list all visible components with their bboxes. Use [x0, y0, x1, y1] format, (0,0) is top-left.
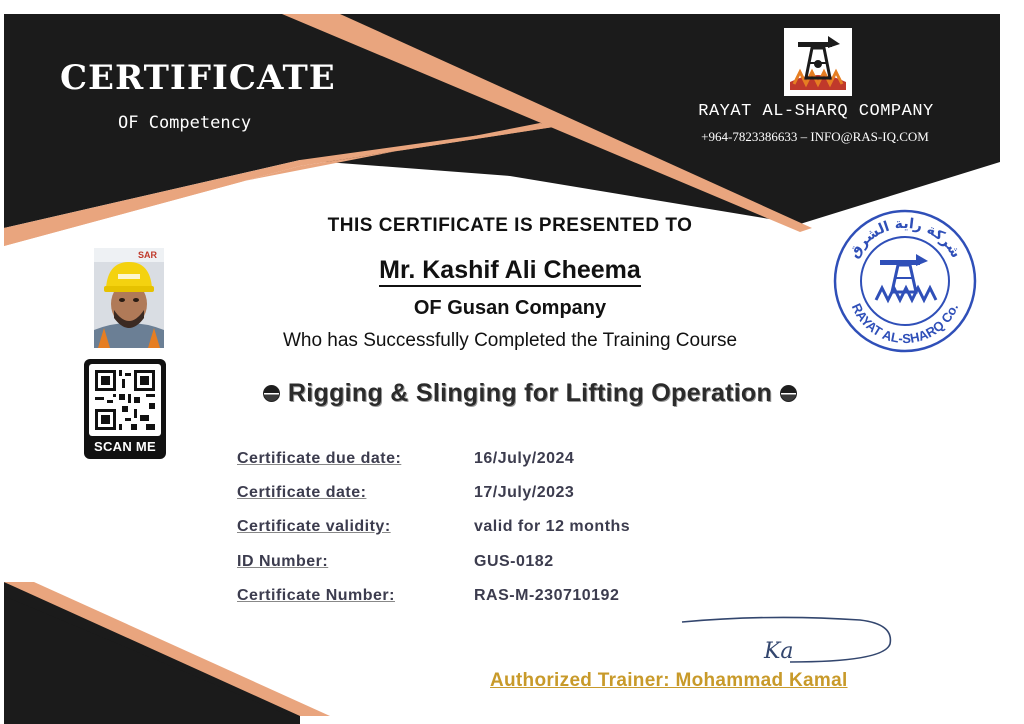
detail-label-id-number: ID Number:: [237, 553, 329, 570]
company-contact: +964-7823386633 – INFO@RAS-IQ.COM: [701, 129, 929, 144]
photo-badge: SAR: [138, 250, 158, 260]
detail-value-cert-number: RAS-M-230710192: [474, 587, 620, 604]
certificate-title: CERTIFICATE: [60, 58, 336, 98]
detail-value-due-date: 16/July/2024: [474, 450, 575, 467]
certificate-subtitle: OF Competency: [118, 113, 252, 133]
person-photo-icon: [94, 248, 164, 348]
bullet-icon: [263, 385, 280, 402]
qr-label: SCAN ME: [93, 439, 157, 454]
qr-code-icon: [89, 364, 161, 436]
stamp-english-text: RAYAT AL-SHARQ Co.: [848, 300, 962, 347]
organization: OF Gusan Company: [413, 297, 607, 319]
detail-value-id-number: GUS-0182: [474, 553, 554, 570]
trainer-signature: [680, 612, 900, 668]
detail-label-due-date: Certificate due date:: [237, 450, 402, 467]
stamp-arabic-text: شركة راية الشرق: [846, 215, 964, 261]
bottom-dark-corner: [4, 596, 290, 716]
presented-heading: THIS CERTIFICATE IS PRESENTED TO: [327, 215, 693, 236]
svg-text:شركة راية الشرق: [846, 216, 964, 261]
derrick-icon: [876, 254, 936, 300]
detail-value-validity: valid for 12 months: [474, 518, 631, 535]
recipient-name: Mr. Kashif Ali Cheema: [379, 256, 641, 287]
company-name: RAYAT AL-SHARQ COMPANY: [698, 102, 934, 121]
course-row: [190, 376, 870, 410]
company-logo: [784, 28, 852, 96]
company-stamp: [832, 208, 978, 354]
course-title: Rigging & Slinging for Lifting Operation: [287, 378, 773, 407]
qr-pattern: [89, 364, 161, 436]
detail-label-validity: Certificate validity:: [237, 518, 391, 535]
completion-text: Who has Successfully Completed the Training Course: [282, 330, 738, 351]
detail-label-cert-number: Certificate Number:: [237, 587, 395, 604]
detail-label-cert-date: Certificate date:: [237, 484, 367, 501]
recipient-name-wrap: [200, 256, 820, 285]
authorized-trainer: Authorized Trainer: Mohammad Kamal: [490, 670, 848, 691]
recipient-photo: [94, 248, 164, 348]
qr-code[interactable]: [84, 359, 166, 459]
signature-text: Ka: [764, 639, 794, 664]
detail-value-cert-date: 17/July/2023: [474, 484, 575, 501]
bullet-icon: [780, 385, 797, 402]
